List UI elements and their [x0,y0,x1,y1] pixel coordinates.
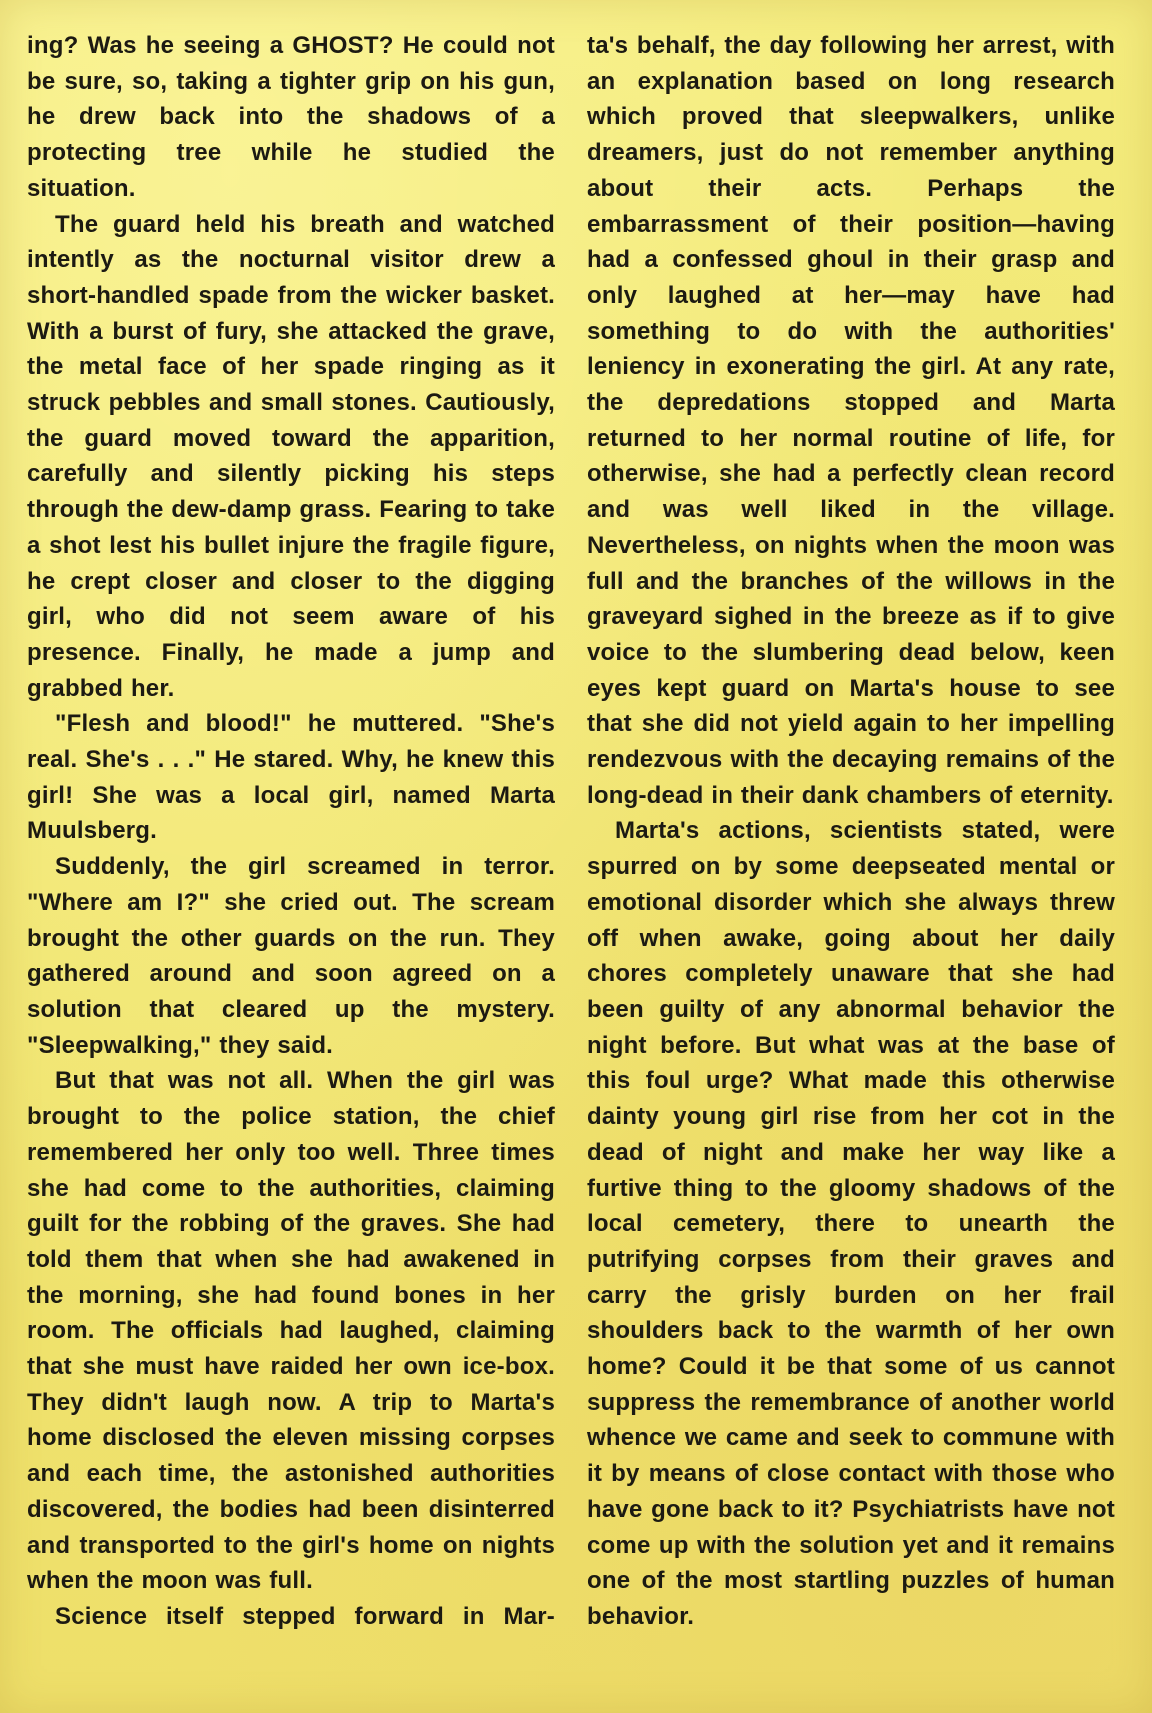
left-text-column [27,28,555,1635]
paragraph-left-2: The guard held his breath and watched intently as the nocturnal visitor drew a short-handled spade from the wicker basket. With a burst of fury, she attacked the grave, the metal face of her spade ringing as it struck pebbles and small stones. Cautiously, the guard moved toward the apparition, carefully and silently picking his steps through the dew-damp grass. Fearing to take a shot lest his bullet injure the fragile figure, he crept closer and closer to the digging girl, who did not seem aware of his presence. Finally, he made a jump and grabbed her. [27,210,555,702]
paragraph-left-5: But that was not all. When the girl was brought to the police station, the chief remembered her only too well. Three times she had come to the authorities, claiming guilt for the robbing of the graves. She had told them that when she had awakened in the morning, she had found bones in her room. The officials had laughed, claiming that she must have raided her own ice-box. They didn't laugh now. A trip to Marta's home disclosed the eleven missing corpses and each time, the astonished authorities discovered, the bodies had been disinterred and transported to the girl's home on nights when the moon was full. [27,1067,555,1595]
paragraph-left-3: "Flesh and blood!" he muttered. "She's real. She's . . ." He stared. Why, he knew this girl! She was a local girl, named Marta Muulsberg. [27,710,555,845]
paragraph-left-4: Suddenly, the girl screamed in terror. "Where am I?" she cried out. The scream brought the other guards on the run. They gathered around and soon agreed on a solution that cleared up the mystery. "Sleepwalking," they said. [27,853,555,1059]
right-text-column [587,28,1115,1635]
paragraph-right-1: ta's behalf, the day following her arrest, with an explanation based on long research which proved that sleepwalkers, unlike dreamers, just do not remember anything about their acts. Perhaps the embarrassment of their position—having had a confessed ghoul in their grasp and only laughed at her—may have had something to do with the authorities' leniency in exonerating the girl. At any rate, the depredations stopped and Marta returned to her normal routine of life, for otherwise, she had a perfectly clean record and was well liked in the village. Nevertheless, on nights when the moon was full and the branches of the willows in the graveyard sighed in the breeze as if to give voice to the slumbering dead below, keen eyes kept guard on Marta's house to see that she did not yield again to her impelling rendezvous with the decaying remains of the long-dead in their dank chambers of eternity. [587,32,1115,809]
paragraph-right-2: Marta's actions, scientists stated, were spurred on by some deepseated mental or emotional disorder which she always threw off when awake, going about her daily chores completely unaware that she had been guilty of any abnormal behavior the night before. But what was at the base of this foul urge? What made this otherwise dainty young girl rise from her cot in the dead of night and make her way like a furtive thing to the gloomy shadows of the local cemetery, there to unearth the putrifying corpses from their graves and carry the grisly burden on her frail shoulders back to the warmth of her own home? Could it be that some of us cannot suppress the remembrance of another world whence we came and seek to commune with it by means of close contact with those who have gone back to it? Psychiatrists have not come up with the solution yet and it remains one of the most startling puzzles of human behavior. [587,817,1115,1630]
paragraph-left-1: ing? Was he seeing a GHOST? He could not be sure, so, taking a tighter grip on his gun, he drew back into the shadows of a protecting tree while he studied the situation. [27,32,555,202]
paragraph-left-6: Science itself stepped forward in Mar- [55,1602,555,1630]
